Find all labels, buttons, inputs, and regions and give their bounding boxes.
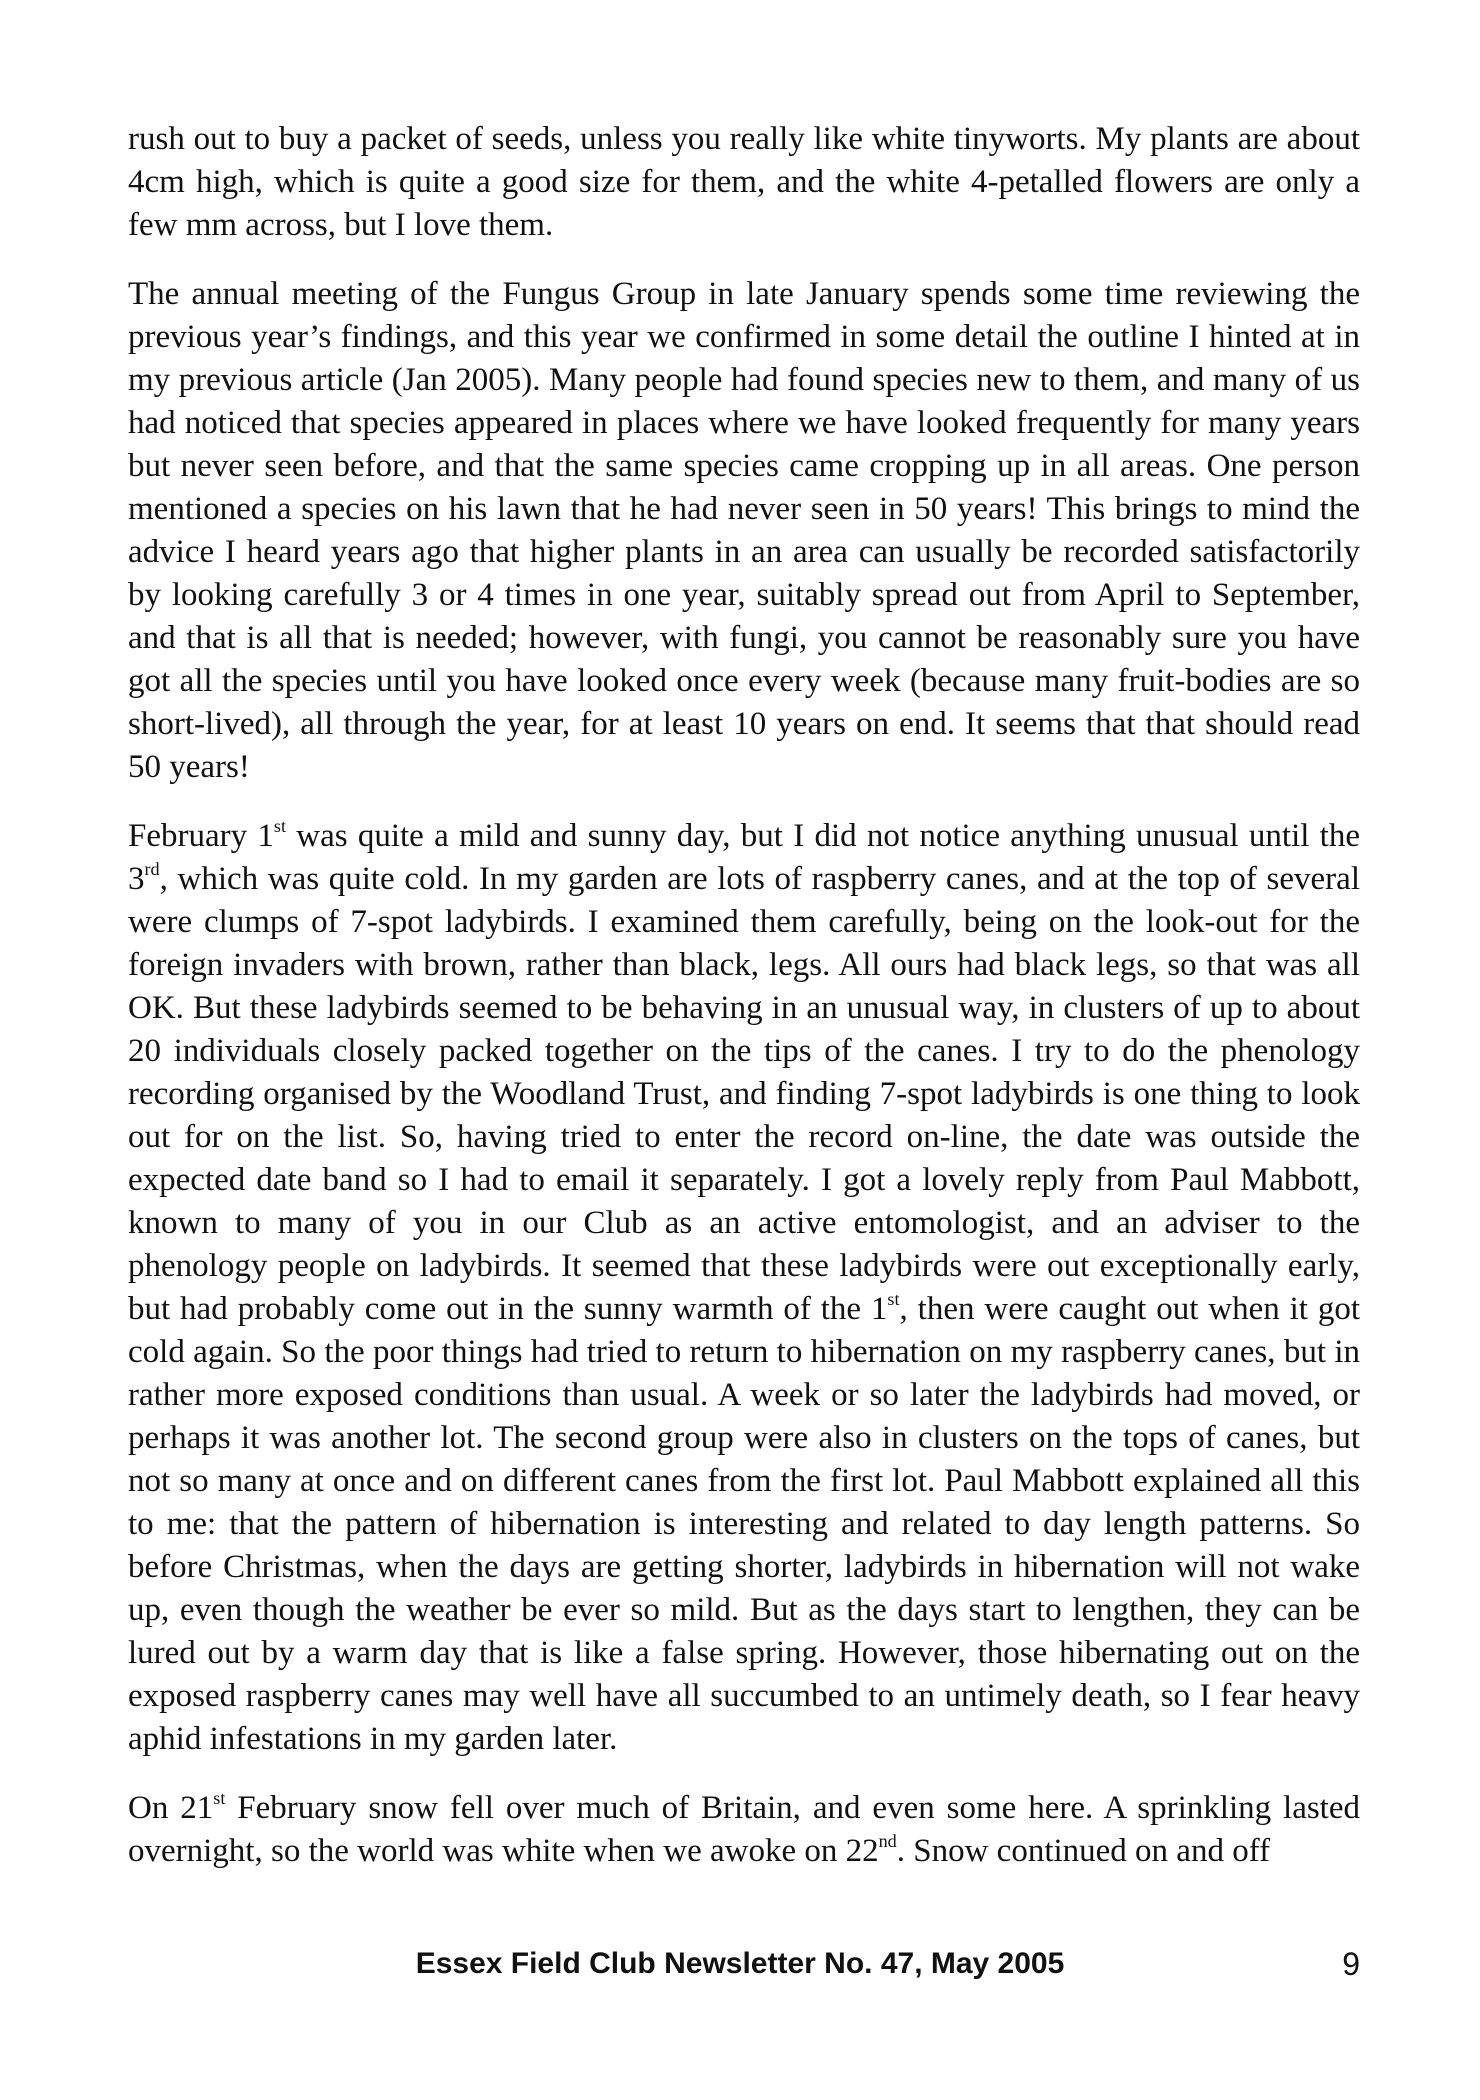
text-run: rush out to buy a packet of seeds, unless you really like white tinyworts. My plants are about 4cm high, which is quite a good size for them, and the white 4-petalled flowers are only a few mm across, but I love them. <box>128 121 1360 243</box>
text-run: On 21 <box>128 1790 214 1826</box>
ordinal-suffix: st <box>213 1788 226 1809</box>
text-run: , then were caught out when it got cold again. So the poor things had tried to return to hibernation on my raspberry canes, but in rather more exposed conditions than usual. A week or so later the ladybirds had moved, or perhaps it was another lot. The second group were also in clusters on the tops of canes, but not so many at once and on different canes from the first lot. Paul Mabbott explained all this to me: that the pattern of hibernation is interesting and related to day length patterns. So before Christmas, when the days are getting shorter, ladybirds in hibernation will not wake up, even though the weather be ever so mild. But as the days start to lengthen, they can be lured out by a warm day that is like a false spring. However, those hibernating out on the exposed raspberry canes may well have all succumbed to an untimely death, so I fear heavy aphid infestations in my garden later. <box>128 1291 1361 1757</box>
text-run: . Snow continued on and off <box>896 1833 1271 1869</box>
paragraph <box>128 273 1360 789</box>
paragraph <box>128 118 1360 247</box>
ordinal-suffix: st <box>887 1289 900 1310</box>
footer-title: Essex Field Club Newsletter No. 47, May 2005 <box>415 1947 1065 1980</box>
ordinal-suffix: st <box>273 816 286 837</box>
ordinal-suffix: rd <box>144 859 160 880</box>
page-number: 9 <box>1342 1946 1360 1982</box>
ordinal-suffix: nd <box>878 1831 897 1852</box>
paragraph <box>128 815 1360 1761</box>
text-run: was quite a mild and sunny day, but I did not notice anything unusual until the 3 <box>128 818 1360 897</box>
text-run: , which was quite cold. In my garden are lots of raspberry canes, and at the top of several were clumps of 7-spot ladybirds. I examined them carefully, being on the look-out for the foreign invaders with brown, rather than black, legs. All ours had black legs, so that was all OK. But these ladybirds seemed to be behaving in an unusual way, in clusters of up to about 20 individuals closely packed together on the tips of the canes. I try to do the phenology recording organised by the Woodland Trust, and finding 7-spot ladybirds is one thing to look out for on the list. So, having tried to enter the record on-line, the date was outside the expected date band so I had to email it separately. I got a lovely reply from Paul Mabbott, known to many of you in our Club as an active entomologist, and an adviser to the phenology people on ladybirds. It seemed that these ladybirds were out exceptionally early, but had probably come out in the sunny warmth of the 1 <box>128 861 1360 1327</box>
text-run: February snow fell over much of Britain, and even some here. A sprinkling lasted overnight, so the world was white when we awoke on 22 <box>128 1790 1360 1869</box>
text-run: The annual meeting of the Fungus Group in late January spends some time reviewing the previous year’s findings, and this year we confirmed in some detail the outline I hinted at in my previous article (Jan 2005). Many people had found species new to them, and many of us had noticed that species appeared in places where we have looked frequently for many years but never seen before, and that the same species came cropping up in all areas. One person mentioned a species on his lawn that he had never seen in 50 years! This brings to mind the advice I heard years ago that higher plants in an area can usually be recorded satisfactorily by looking carefully 3 or 4 times in one year, suitably spread out from April to September, and that is all that is needed; however, with fungi, you cannot be reasonably sure you have got all the species until you have looked once every week (because many fruit-bodies are so short-lived), all through the year, for at least 10 years on end. It seems that that should read 50 years! <box>128 276 1360 785</box>
paragraph <box>128 1787 1360 1873</box>
article-body <box>128 118 1360 1899</box>
text-run: February 1 <box>128 818 274 854</box>
